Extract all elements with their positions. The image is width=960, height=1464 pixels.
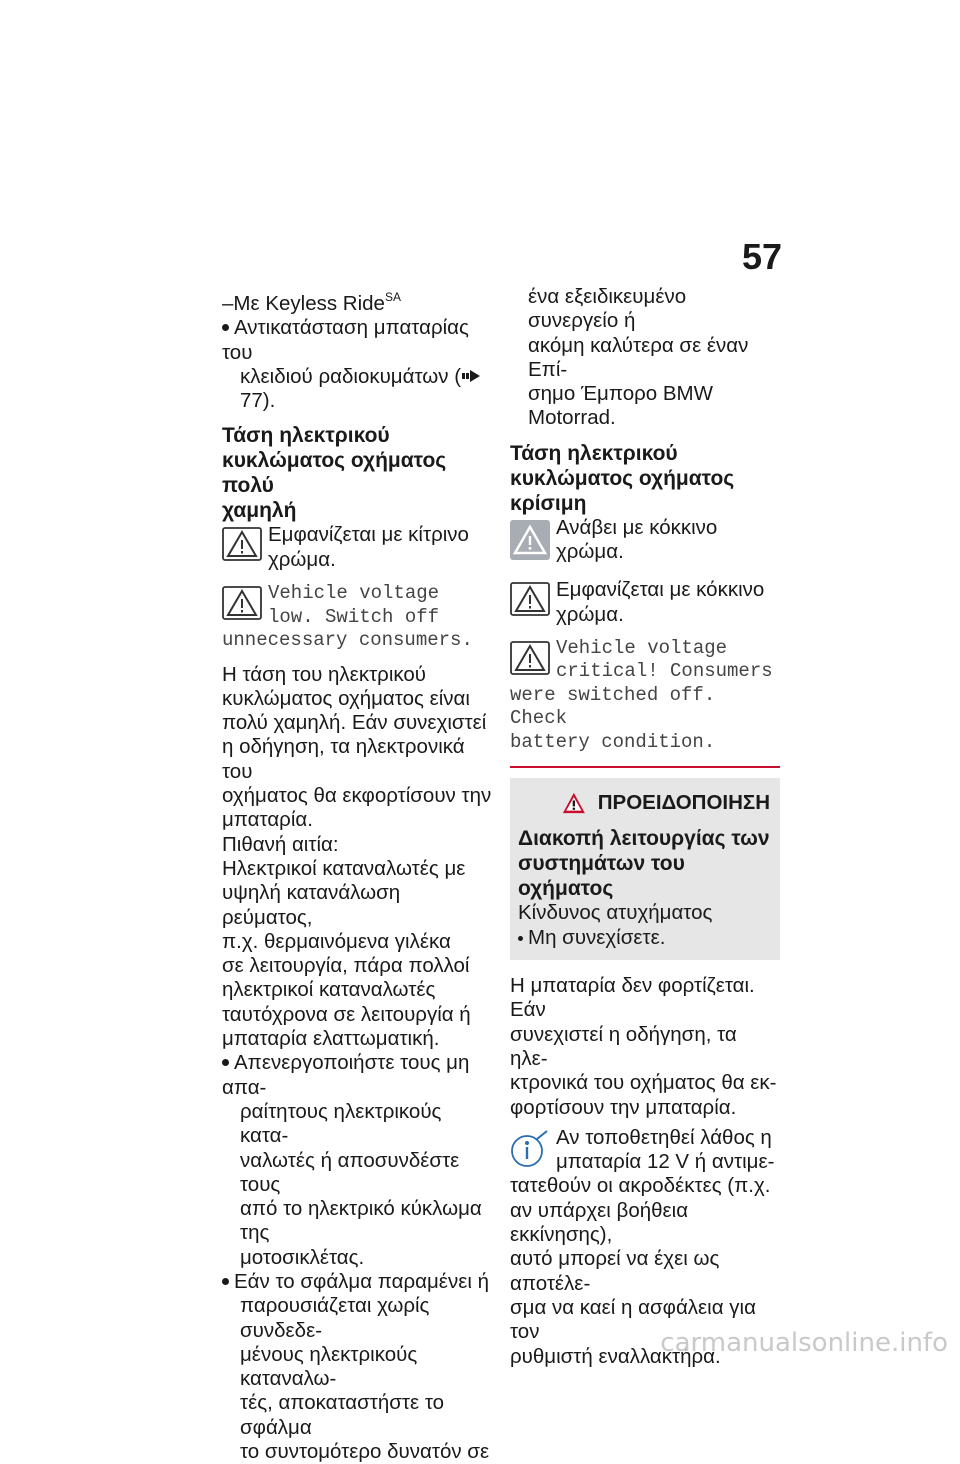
- sa-superscript: SA: [384, 290, 401, 304]
- warning-divider: [510, 766, 780, 768]
- warning-action: Μη συνεχίσετε.: [518, 926, 770, 950]
- critical-voltage-message: Vehicle voltage critical! Consumers: [510, 637, 780, 684]
- warning-header: [562, 790, 770, 816]
- right-column: [510, 285, 780, 1369]
- critical-voltage-message-cont: were switched off. Check battery condition.: [510, 683, 716, 753]
- dash-prefix: –: [222, 292, 234, 315]
- warning-triangle-icon: [562, 790, 586, 816]
- low-voltage-message-cont: unnecessary consumers.: [222, 629, 473, 652]
- cause-label: Πιθανή αιτία:: [222, 832, 339, 856]
- warning-lamp-icon: [510, 520, 550, 560]
- bullet-dot: [222, 1059, 229, 1066]
- red-indicator-row: Εμφανίζεται με κόκκινο χρώμα.: [510, 578, 780, 627]
- page-reference: 77).: [240, 389, 276, 413]
- watermark: carmanualsonline.info: [660, 1328, 948, 1358]
- low-voltage-message: Vehicle voltage low. Switch off: [222, 582, 492, 629]
- left-column: [222, 285, 492, 1464]
- yellow-indicator-row: Εμφανίζεται με κίτρινο χρώμα.: [222, 523, 492, 572]
- battery-not-charging-text: Η μπαταρία δεν φορτίζεται. Εάν συνεχιστεί η οδήγηση, τα ηλε- κτρονικά του οχήματος θα εκ- φορτίσουν την μπαταρία.: [510, 974, 777, 1119]
- info-note-icon: [510, 1130, 550, 1170]
- warning-box: [510, 778, 780, 960]
- keyless-label: Με Keyless Ride: [233, 292, 385, 315]
- warning-triangle-icon: [222, 527, 262, 561]
- warning-triangle-icon: [510, 641, 550, 675]
- warning-title: ΠΡΟΕΙΔΟΠΟΙΗΣΗ: [597, 791, 770, 815]
- bullet-text: Αντικατάσταση μπαταρίας του: [222, 316, 469, 364]
- replace-battery-bullet: [222, 316, 492, 413]
- bullet-dot: [222, 1278, 229, 1285]
- bullet-text: κλειδιού ραδιοκυμάτων (: [240, 364, 462, 388]
- warning-triangle-icon: [510, 582, 550, 616]
- cause-text: Ηλεκτρικοί καταναλωτές με υψηλή κατανάλωση ρεύματος, π.χ. θερμαινόμενα γιλέκα σε λειτουργία, πάρα πολλοί ηλεκτρικοί καταναλωτές ταυτόχρονα σε λειτουργία ή μπαταρία ελαττωματική.: [222, 856, 471, 1051]
- bullet-fault-persists: Εάν το σφάλμα παραμένει ή παρουσιάζεται χωρίς συνδεδε- μένους ηλεκτρικούς καταναλω- τές, αποκαταστήστε το σφάλμα το συντομότερο δυνατόν σε: [222, 1270, 492, 1464]
- bullet-dot: [222, 324, 229, 331]
- continued-text: ένα εξειδικευμένο συνεργείο ή ακόμη καλύτερα σε έναν Επί- σημο Έμπορο BMW Motorrad.: [528, 285, 749, 430]
- note-block: Αν τοποθετηθεί λάθος η μπαταρία 12 V ή αντιμε-: [510, 1126, 780, 1175]
- keyless-ride-line: [222, 285, 492, 316]
- red-lamp-row: Ανάβει με κόκκινο χρώμα.: [510, 516, 780, 565]
- arrow-reference-icon: [462, 370, 480, 382]
- warning-subtitle: Διακοπή λειτουργίας των συστημάτων του οχήματος: [518, 827, 770, 901]
- low-voltage-heading: Τάση ηλεκτρικού κυκλώματος οχήματος πολύ χαμηλή: [222, 424, 447, 523]
- note-text-cont: τατεθούν οι ακροδέκτες (π.χ. αν υπάρχει βοήθεια εκκίνησης), αυτό μπορεί να έχει ως αποτέλε- σμα να καεί η ασφάλεια για τον ρυθμιστή εναλλακτήρα.: [510, 1174, 771, 1368]
- bullet-disable-consumers: Απενεργοποιήστε τους μη απα- ραίτητους ηλεκτρικούς κατα- ναλωτές ή αποσυνδέστε τους από το ηλεκτρικό κύκλωμα της μοτοσικλέτας.: [222, 1051, 482, 1269]
- warning-risk: Κίνδυνος ατυχήματος: [518, 901, 713, 925]
- page-number: 57: [742, 236, 783, 277]
- low-voltage-body: Η τάση του ηλεκτρικού κυκλώματος οχήματος είναι πολύ χαμηλή. Εάν συνεχιστεί η οδήγηση, τα ηλεκτρονικά του οχήματος θα εκφορτίσουν την μπαταρία.: [222, 662, 492, 832]
- warning-triangle-icon: [222, 586, 262, 620]
- critical-voltage-heading: Τάση ηλεκτρικού κυκλώματος οχήματος κρίσιμη: [510, 441, 735, 515]
